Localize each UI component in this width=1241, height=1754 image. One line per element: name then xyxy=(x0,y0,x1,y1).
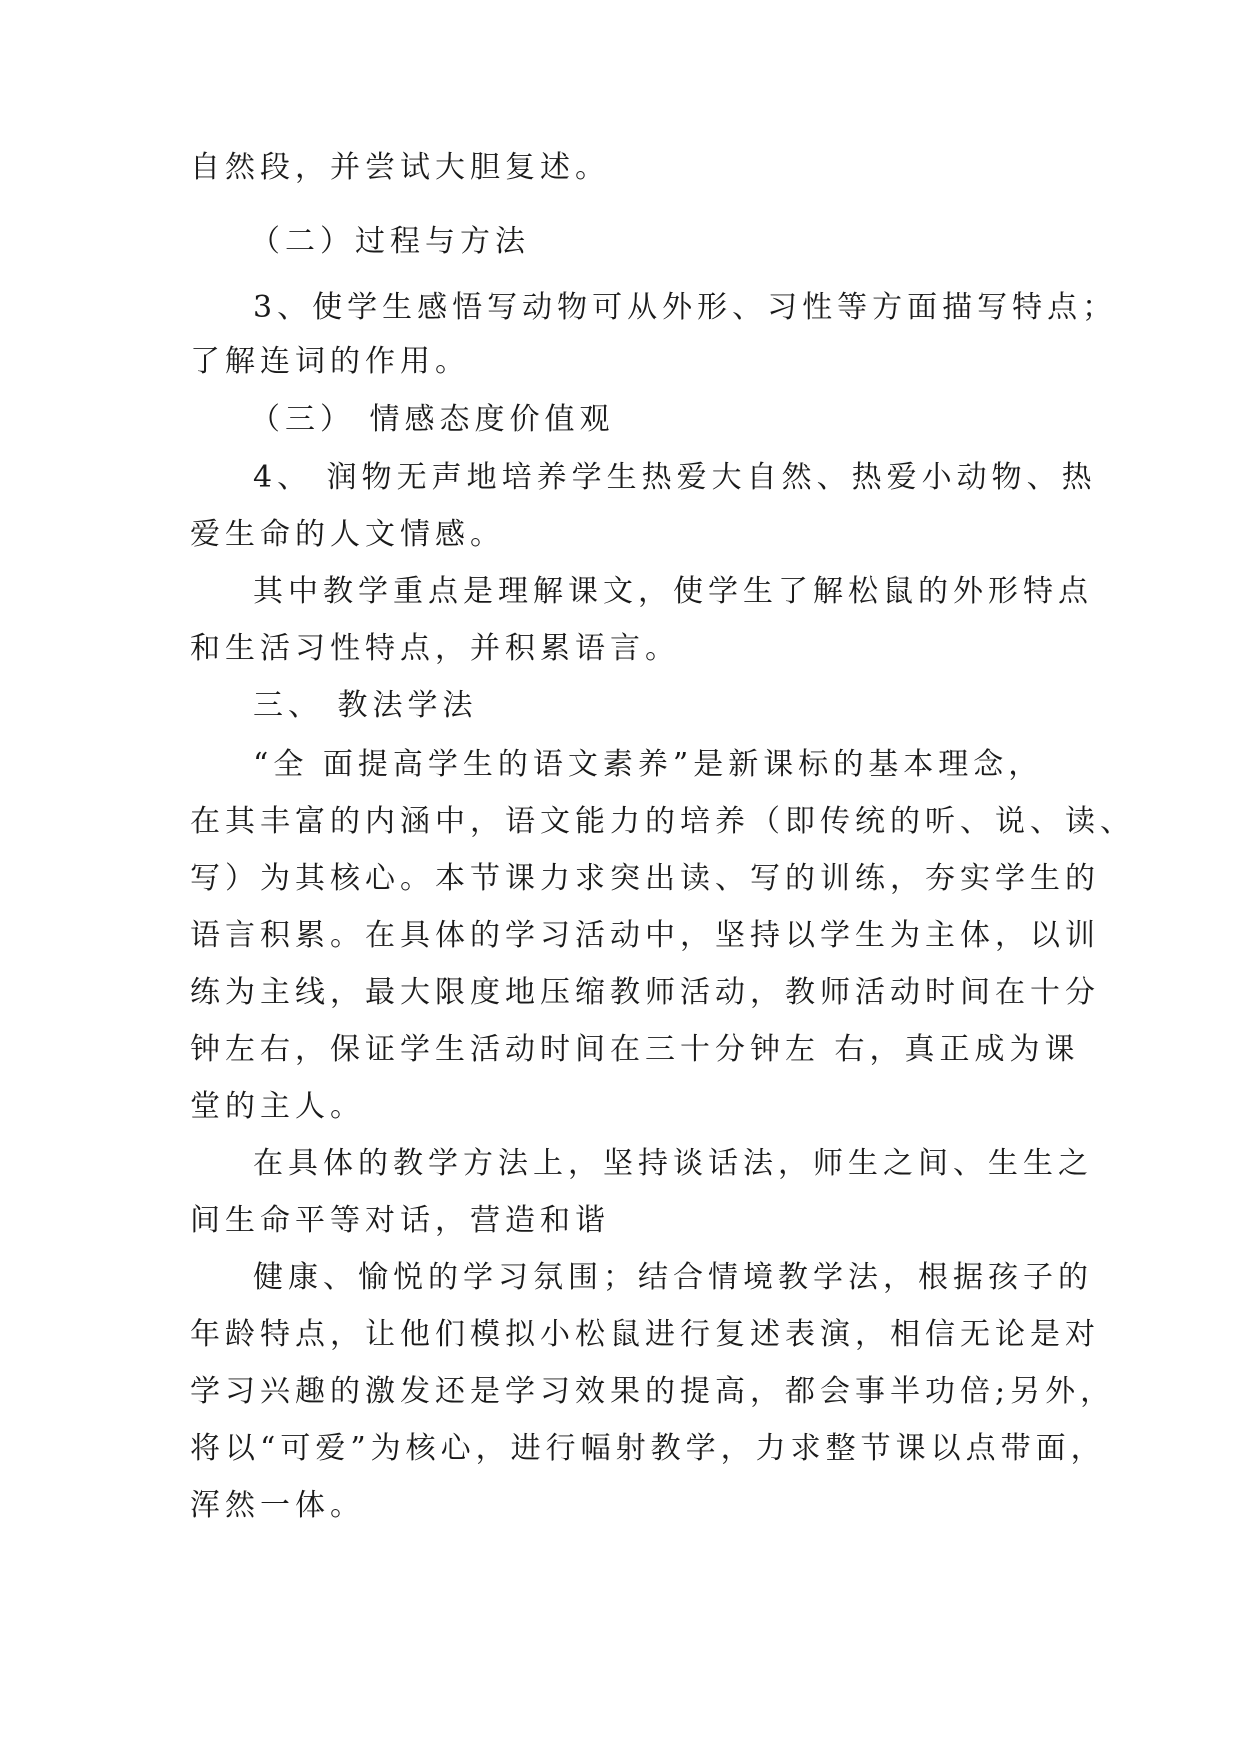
text-line: 3、使学生感悟写动物可从外形、习性等方面描写特点； xyxy=(253,290,1118,325)
text-line: “全 面提高学生的语文素养”是新课标的基本理念， xyxy=(253,747,1044,782)
text-line: 和生活习性特点，并积累语言。 xyxy=(190,631,680,666)
text-line: 健康、愉悦的学习氛围；结合情境教学法，根据孩子的 xyxy=(253,1260,1093,1295)
text-line: 年龄特点，让他们模拟小松鼠进行复述表演，相信无论是对 xyxy=(190,1317,1100,1352)
text-line: 了解连词的作用。 xyxy=(190,344,470,379)
text-line: 4、 润物无声地培养学生热爱大自然、热爱小动物、热 xyxy=(253,460,1097,495)
section-heading: 三、 教法学法 xyxy=(253,688,478,723)
section-heading: （三） 情感态度价值观 xyxy=(250,402,615,437)
text-line: 其中教学重点是理解课文，使学生了解松鼠的外形特点 xyxy=(253,574,1093,609)
text-line: 钟左右，保证学生活动时间在三十分钟左 右，真正成为课 xyxy=(190,1032,1080,1067)
text-line: 在其丰富的内涵中，语文能力的培养（即传统的听、说、读、 xyxy=(190,804,1135,839)
text-line: 学习兴趣的激发还是学习效果的提高，都会事半功倍;另外， xyxy=(190,1374,1116,1409)
text-line: 写）为其核心。本节课力求突出读、写的训练，夯实学生的 xyxy=(190,861,1100,896)
text-line: 在具体的教学方法上，坚持谈话法，师生之间、生生之 xyxy=(253,1146,1093,1181)
text-line: 自然段，并尝试大胆复述。 xyxy=(190,150,610,185)
text-line: 语言积累。在具体的学习活动中，坚持以学生为主体，以训 xyxy=(190,918,1100,953)
section-heading: （二）过程与方法 xyxy=(250,224,530,259)
text-line: 间生命平等对话，营造和谐 xyxy=(190,1203,610,1238)
text-line: 将以“可爱”为核心，进行幅射教学，力求整节课以点带面， xyxy=(190,1431,1106,1466)
text-line: 练为主线，最大限度地压缩教师活动，教师活动时间在十分 xyxy=(190,975,1100,1010)
text-line: 浑然一体。 xyxy=(190,1488,365,1523)
text-line: 爱生命的人文情感。 xyxy=(190,517,505,552)
text-line: 堂的主人。 xyxy=(190,1089,365,1124)
